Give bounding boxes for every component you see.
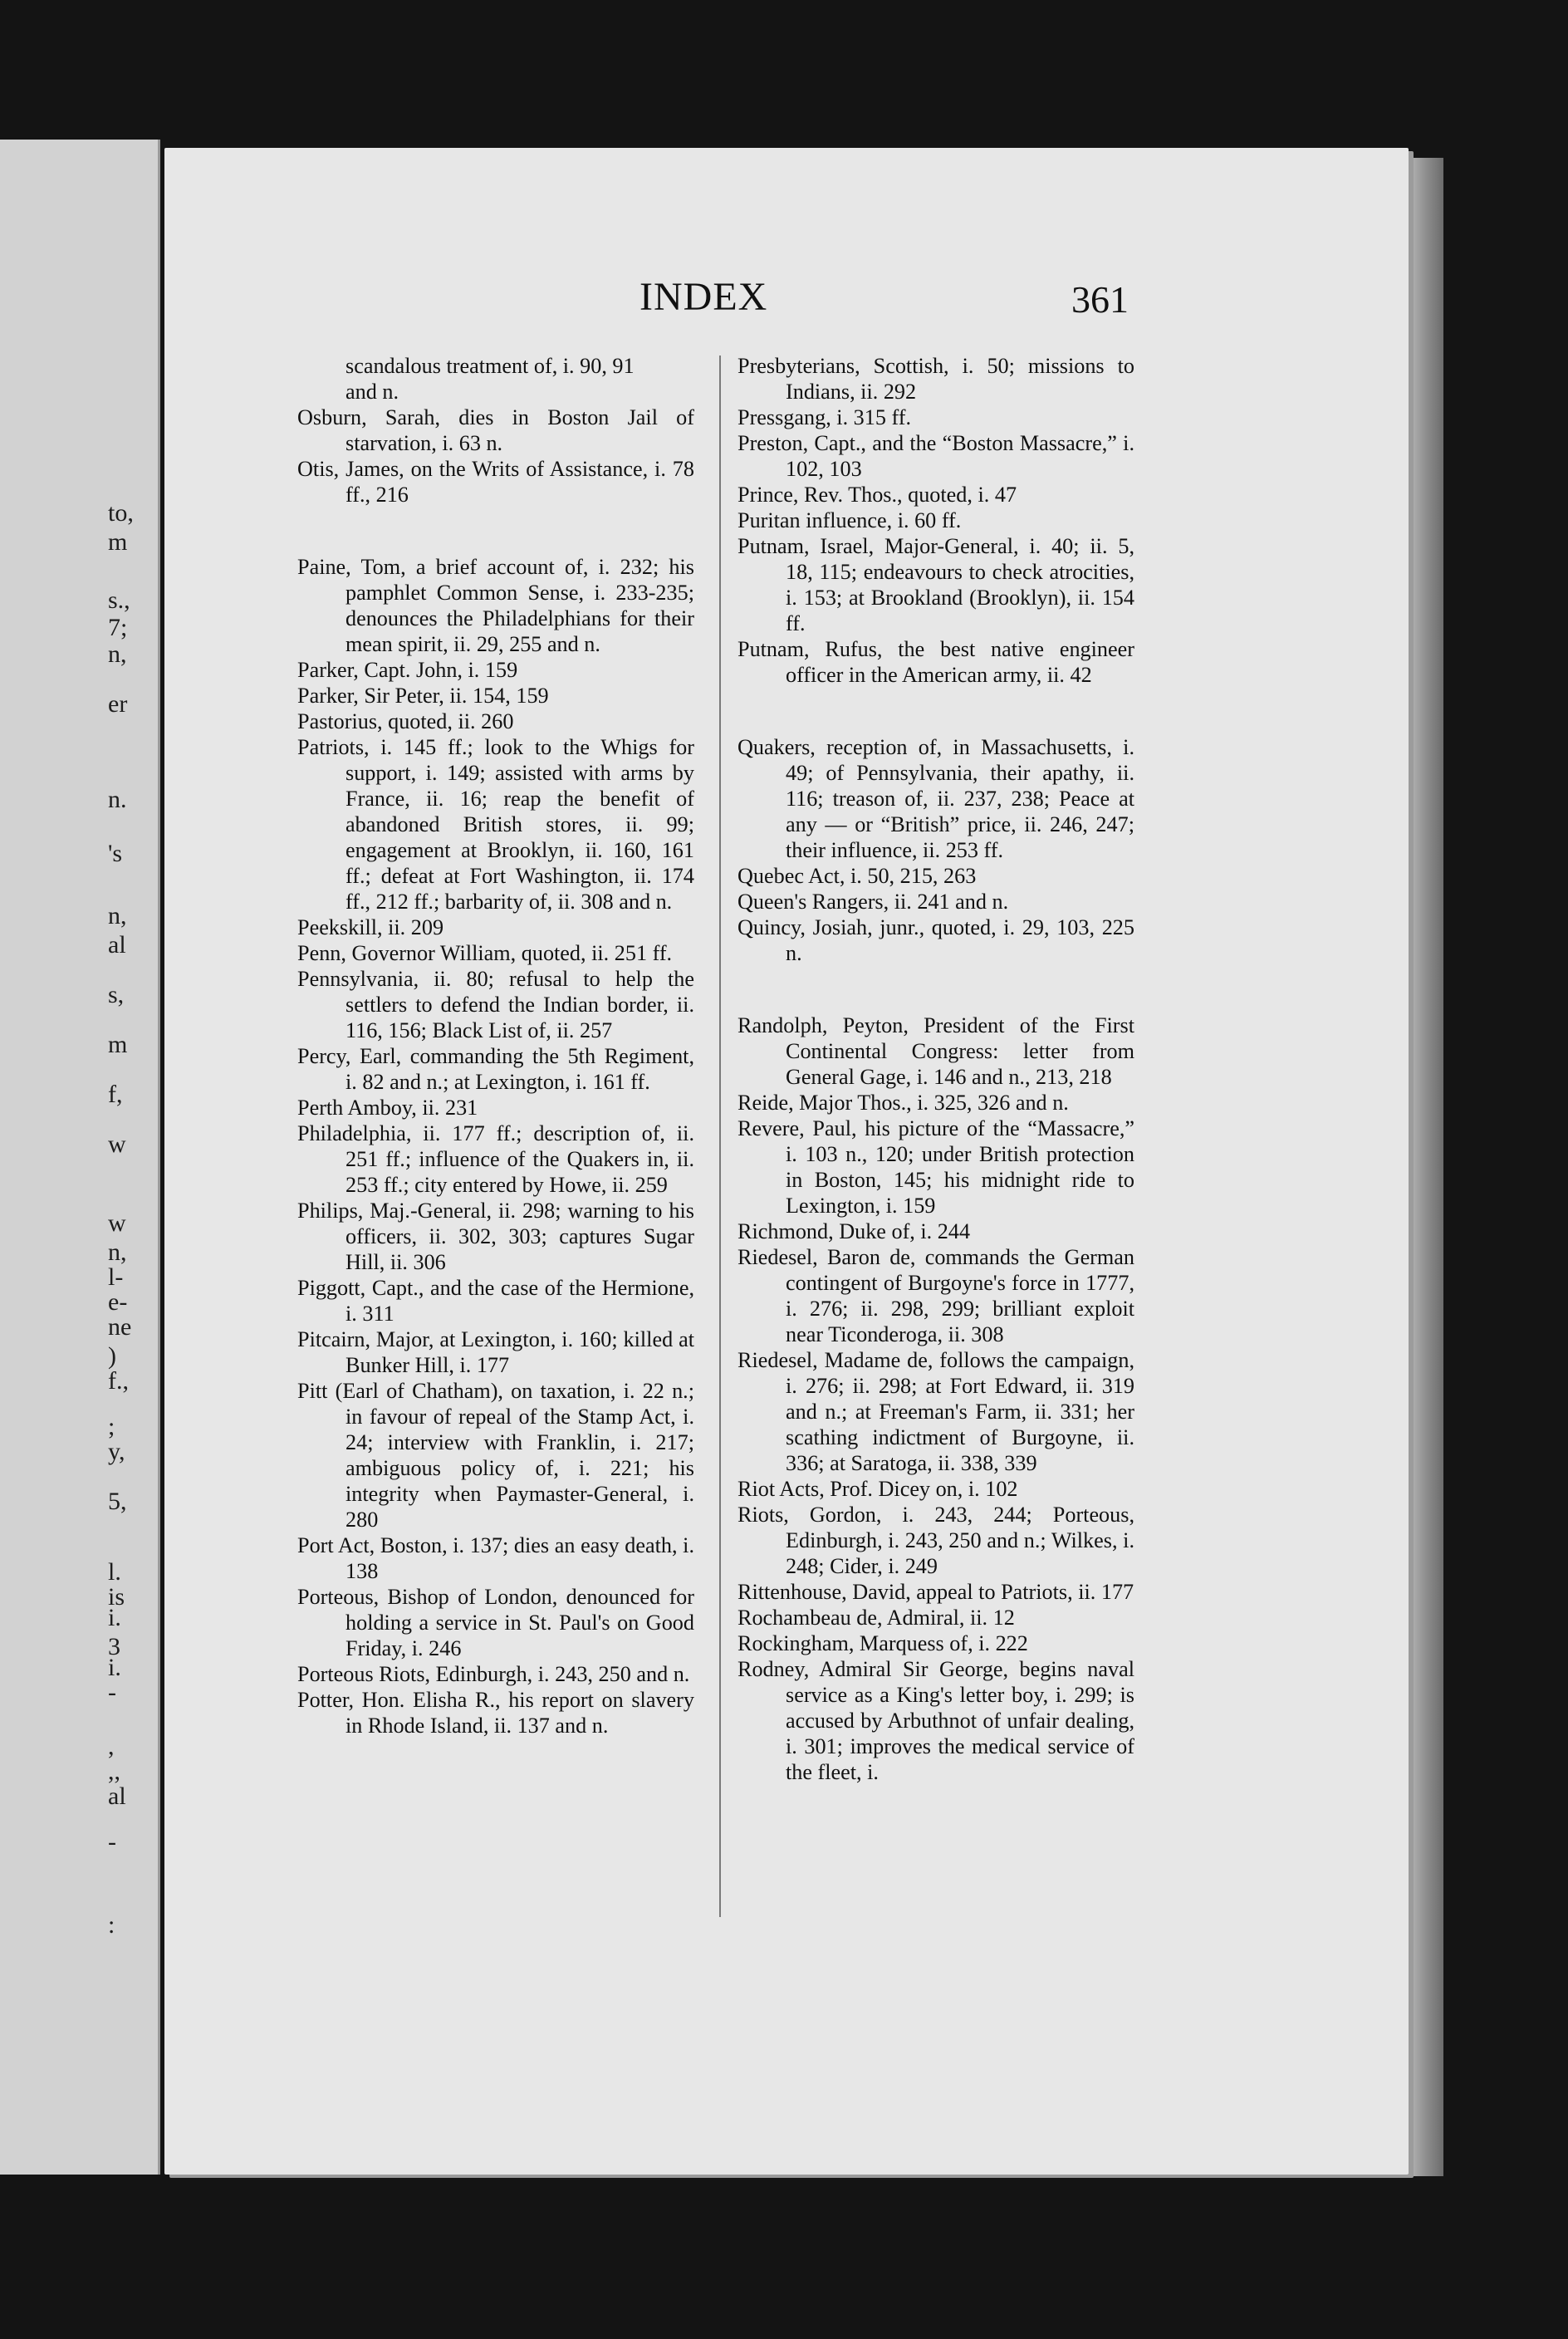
previous-page-fragment: ) — [108, 1342, 116, 1370]
previous-page-fragment: w — [108, 1209, 126, 1237]
index-entry: Pastorius, quoted, ii. 260 — [297, 709, 514, 733]
index-entry: Osburn, Sarah, dies in Boston Jail of starvation, i. 63 n. — [297, 405, 694, 455]
previous-page-fragment: : — [108, 1911, 115, 1939]
index-entry: Quebec Act, i. 50, 215, 263 — [737, 864, 977, 888]
previous-page-fragment: n. — [108, 786, 127, 813]
index-entry: Quincy, Josiah, junr., quoted, i. 29, 103, 225 n. — [737, 915, 1134, 965]
index-entry: Pennsylvania, ii. 80; refusal to help the settlers to defend the Indian border, ii. 116, 156; Black List of, ii. 257 — [297, 967, 694, 1042]
index-entry: Revere, Paul, his picture of the “Massacre,” i. 103 n., 120; under British protection in Boston, 145; his midnight ride to Lexington, i. 159 — [737, 1116, 1134, 1218]
index-entry: Presbyterians, Scottish, i. 50; missions to Indians, ii. 292 — [737, 354, 1134, 404]
previous-page-fragment: n, — [108, 902, 127, 929]
index-entry: Prince, Rev. Thos., quoted, i. 47 — [737, 483, 1017, 507]
previous-page-fragment: m — [108, 1031, 128, 1058]
index-entry: Queen's Rangers, ii. 241 and n. — [737, 890, 1009, 914]
continuation-line: scandalous treatment of, i. 90, 91 — [345, 354, 635, 378]
index-entry: Riots, Gordon, i. 243, 244; Porteous, Edinburgh, i. 243, 250 and n.; Wilkes, i. 248; Cider, i. 249 — [737, 1503, 1134, 1578]
index-group-p — [297, 554, 694, 1738]
index-entry: Pressgang, i. 315 ff. — [737, 405, 912, 429]
index-entry: Parker, Capt. John, i. 159 — [297, 658, 518, 682]
previous-page-fragment: i. — [108, 1604, 121, 1631]
index-entry: Philips, Maj.-General, ii. 298; warning to his officers, ii. 302, 303; captures Sugar Hill, ii. 306 — [297, 1199, 694, 1274]
previous-page-fragment: f, — [108, 1081, 123, 1108]
previous-page-fragment: is — [108, 1583, 125, 1611]
index-entry: Parker, Sir Peter, ii. 154, 159 — [297, 684, 549, 708]
index-entry: Putnam, Rufus, the best native engineer officer in the American army, ii. 42 — [737, 637, 1134, 687]
index-entry: Porteous, Bishop of London, denounced for holding a service in St. Paul's on Good Friday, i. 246 — [297, 1585, 694, 1660]
index-entry: Percy, Earl, commanding the 5th Regiment, i. 82 and n.; at Lexington, i. 161 ff. — [297, 1044, 694, 1094]
index-entry: Paine, Tom, a brief account of, i. 232; his pamphlet Common Sense, i. 233-235; denounces the Philadelphians for their mean spirit, ii. 29, 255 and n. — [297, 555, 694, 656]
index-group-r — [737, 1013, 1134, 1785]
previous-page-fragment: 5, — [108, 1488, 127, 1515]
index-entry: Preston, Capt., and the “Boston Massacre,” i. 102, 103 — [737, 431, 1134, 481]
previous-page-fragment: f., — [108, 1367, 129, 1395]
index-entry: Penn, Governor William, quoted, ii. 251 ff. — [297, 941, 673, 965]
previous-page-fragment: ,, — [108, 1758, 120, 1785]
previous-page-fragment: ; — [108, 1413, 115, 1440]
index-entry: Perth Amboy, ii. 231 — [297, 1096, 478, 1120]
index-entry: Putnam, Israel, Major-General, i. 40; ii. 5, 18, 115; endeavours to check atrocities, i. 153; at Brookland (Brooklyn), ii. 154 ff. — [737, 534, 1134, 635]
previous-page-fragment: 's — [108, 840, 123, 867]
index-entry: Pitt (Earl of Chatham), on taxation, i. 22 n.; in favour of repeal of the Stamp Act, i. 24; interview with Franklin, i. 217; ambiguous policy of, i. 221; his integrity when Paymaster-General, i. 280 — [297, 1379, 694, 1532]
previous-page-fragment: y, — [108, 1438, 125, 1465]
index-entry: Porteous Riots, Edinburgh, i. 243, 250 and n. — [297, 1662, 690, 1686]
index-group-pr — [737, 353, 1134, 688]
previous-page-fragment: er — [108, 690, 128, 718]
index-entry: Peekskill, ii. 209 — [297, 915, 444, 939]
previous-page-fragment: s, — [108, 981, 125, 1008]
previous-page-fragment: ne — [108, 1313, 132, 1341]
index-entry: Rockingham, Marquess of, i. 222 — [737, 1631, 1028, 1655]
index-entry: Quakers, reception of, in Massachusetts, i. 49; of Pennsylvania, their apathy, ii. 116; treason of, ii. 237, 238; Peace at any — or “British” price, ii. 246, 247; their influence, ii. 253 ff. — [737, 735, 1134, 862]
index-entry: Patriots, i. 145 ff.; look to the Whigs for support, i. 149; assisted with arms by France, ii. 16; reap the benefit of abandoned British stores, ii. 99; engagement at Brooklyn, ii. 160, 161 ff.; defeat at Fort Washington, ii. 174 ff., 212 ff.; barbarity of, ii. 308 and n. — [297, 735, 694, 914]
previous-page-fragment: m — [108, 528, 128, 556]
previous-page-fragment: n, — [108, 1238, 127, 1266]
index-entry: Piggott, Capt., and the case of the Hermione, i. 311 — [297, 1276, 694, 1326]
page-header-title: INDEX — [639, 275, 768, 319]
previous-page-fragment: s., — [108, 586, 130, 614]
previous-page-fragment: 3 — [108, 1633, 120, 1660]
previous-page-fragment: l- — [108, 1263, 124, 1291]
index-entry: Otis, James, on the Writs of Assistance, i. 78 ff., 216 — [297, 457, 694, 507]
previous-page-fragment: l. — [108, 1558, 121, 1586]
index-entry: Rochambeau de, Admiral, ii. 12 — [737, 1606, 1015, 1630]
previous-page-fragment: - — [108, 1679, 116, 1706]
previous-page-fragment: al — [108, 1782, 126, 1810]
page-edge — [1409, 158, 1443, 2176]
index-entry: Pitcairn, Major, at Lexington, i. 160; killed at Bunker Hill, i. 177 — [297, 1327, 694, 1377]
index-group-o — [297, 405, 694, 508]
index-entry: Philadelphia, ii. 177 ff.; description of, ii. 251 ff.; influence of the Quakers in, ii. 253 ff.; city entered by Howe, ii. 259 — [297, 1121, 694, 1197]
page-number: 361 — [1071, 278, 1129, 321]
index-entry: Potter, Hon. Elisha R., his report on slavery in Rhode Island, ii. 137 and n. — [297, 1688, 694, 1738]
index-entry: Rodney, Admiral Sir George, begins naval service as a King's letter boy, i. 299; is accused by Arbuthnot of unfair dealing, i. 301; improves the medical service of the fleet, i. — [737, 1657, 1134, 1784]
previous-page-text-fragments — [108, 351, 149, 2179]
index-entry: Riot Acts, Prof. Dicey on, i. 102 — [737, 1477, 1018, 1501]
index-entry: Riedesel, Madame de, follows the campaign, i. 276; ii. 298; at Fort Edward, ii. 319 and n.; at Freeman's Farm, ii. 331; her scathing indictment of Burgoyne, ii. 336; at Saratoga, ii. 338, 339 — [737, 1348, 1134, 1475]
index-entry: Reide, Major Thos., i. 325, 326 and n. — [737, 1091, 1069, 1115]
previous-page-fragment: i. — [108, 1654, 121, 1681]
previous-page-fragment: e- — [108, 1288, 128, 1316]
index-entry: Richmond, Duke of, i. 244 — [737, 1219, 971, 1243]
previous-page — [0, 140, 160, 2175]
previous-page-fragment: n, — [108, 640, 127, 668]
previous-page-fragment: - — [108, 1828, 116, 1856]
index-entry: Rittenhouse, David, appeal to Patriots, ii. 177 — [737, 1580, 1134, 1604]
previous-page-fragment: al — [108, 931, 126, 959]
index-entry: Riedesel, Baron de, commands the German contingent of Burgoyne's force in 1777, i. 276; ii. 298, 299; brilliant exploit near Ticonderoga, ii. 308 — [737, 1245, 1134, 1346]
previous-page-fragment: to, — [108, 499, 134, 527]
previous-page-fragment: 7; — [108, 614, 128, 641]
previous-page-fragment: , — [108, 1733, 115, 1760]
index-group-q — [737, 734, 1134, 966]
column-divider — [719, 356, 721, 1917]
index-entry: Randolph, Peyton, President of the First Continental Congress: letter from General Gage, i. 146 and n., 213, 218 — [737, 1013, 1134, 1089]
index-entry: Puritan influence, i. 60 ff. — [737, 508, 962, 532]
index-entry: Port Act, Boston, i. 137; dies an easy death, i. 138 — [297, 1533, 694, 1583]
continuation-line: and n. — [345, 380, 399, 404]
index-column-left — [297, 353, 694, 1738]
previous-page-fragment: w — [108, 1130, 126, 1158]
index-column-right — [737, 353, 1134, 1785]
